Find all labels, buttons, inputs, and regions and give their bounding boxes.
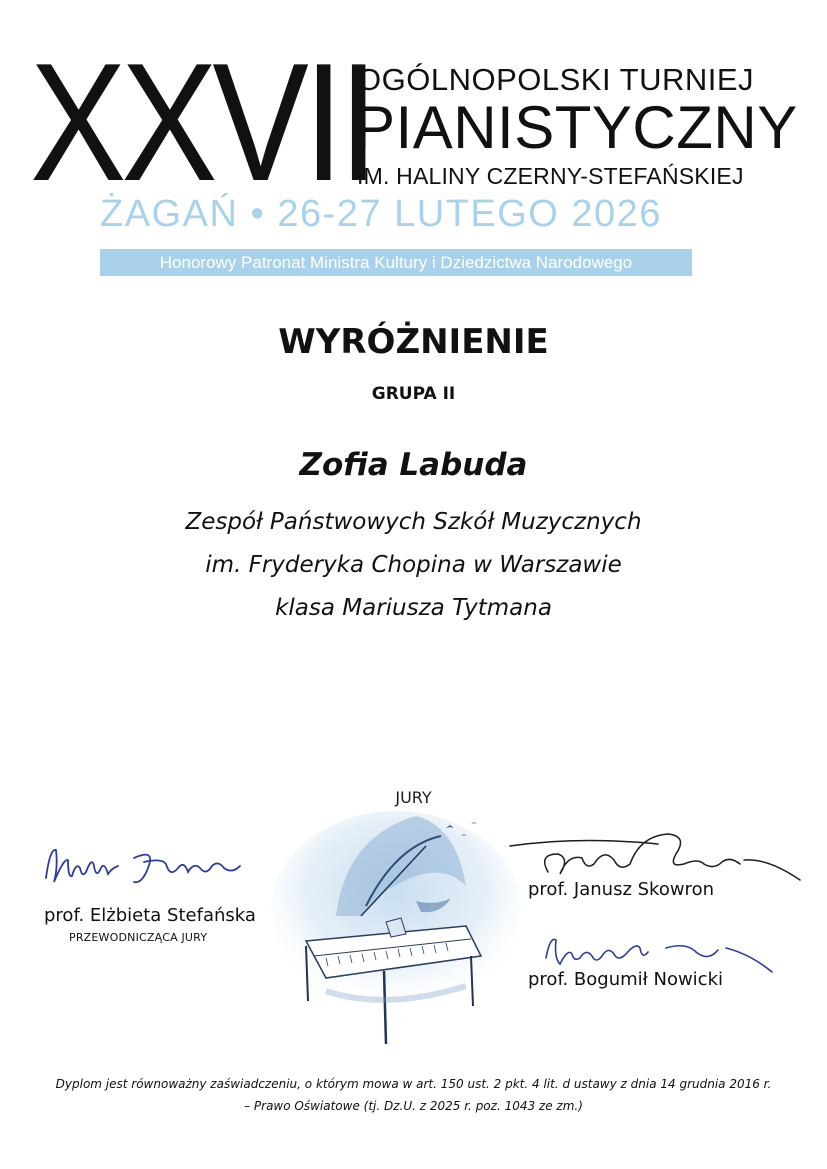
title-line-2: PIANISTYCZNY xyxy=(355,94,798,161)
legal-note-line-2: – Prawo Oświatowe (tj. Dz.U. z 2025 r. poz. 1043 ze zm.) xyxy=(244,1099,583,1113)
recipient-name: Zofia Labuda xyxy=(299,447,528,483)
legal-note-line-1: Dyplom jest równoważny zaświadczeniu, o którym mowa w art. 150 ust. 2 pkt. 4 lit. d ustawy z dnia 14 grudnia 2016 r. xyxy=(55,1077,772,1091)
signature-stefanska xyxy=(38,838,248,898)
juror-name-stefanska: prof. Elżbieta Stefańska xyxy=(44,905,256,926)
grand-piano-illustration xyxy=(266,806,526,1056)
title-line-3: IM. HALINY CZERNY-STEFAŃSKIEJ xyxy=(357,163,744,189)
award-title: WYRÓŻNIENIE xyxy=(278,322,549,362)
patronage-text: Honorowy Patronat Ministra Kultury i Dziedzictwa Narodowego xyxy=(159,253,633,272)
title-line-1: OGÓLNOPOLSKI TURNIEJ xyxy=(357,62,755,97)
juror-name-nowicki: prof. Bogumił Nowicki xyxy=(528,969,724,990)
teacher-line: klasa Mariusza Tytmana xyxy=(275,595,552,621)
school-line-2: im. Fryderyka Chopina w Warszawie xyxy=(205,552,622,578)
school-line-1: Zespół Państwowych Szkół Muzycznych xyxy=(185,509,642,535)
jury-heading: JURY xyxy=(395,788,432,807)
edition-numeral: XXVII xyxy=(30,28,374,216)
award-group: GRUPA II xyxy=(371,384,456,404)
juror-role-chair: PRZEWODNICZĄCA JURY xyxy=(69,931,208,944)
patronage-banner xyxy=(100,249,692,276)
juror-name-skowron: prof. Janusz Skowron xyxy=(528,879,714,900)
location-date: ŻAGAŃ • 26-27 LUTEGO 2026 xyxy=(100,193,662,235)
